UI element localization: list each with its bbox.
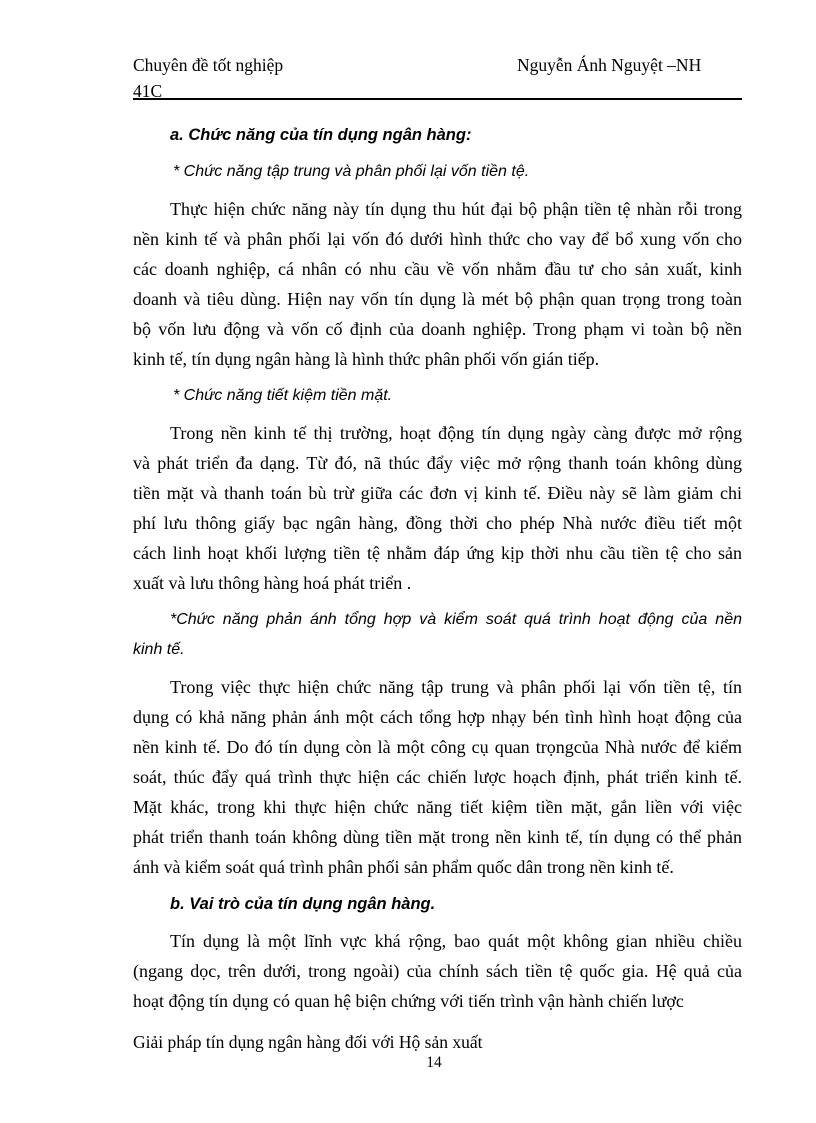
paragraph-line: ánh và kiểm soát quá trình phân phối sản phẩm quốc dân trong nền kinh tế. bbox=[133, 857, 674, 877]
paragraph-line: soát, thúc đẩy quá trình thực hiện các chiến lược hoạch định, phát triển kinh tế. bbox=[133, 767, 742, 787]
paragraph-line: kinh tế, tín dụng ngân hàng là hình thức phân phối vốn gián tiếp. bbox=[133, 349, 600, 369]
paragraph-line: phát triển thanh toán không dùng tiền mặt trong nền kinh tế, tín dụng có thể phản bbox=[133, 827, 742, 847]
paragraph-line: Tín dụng là một lĩnh vực khá rộng, bao quát một không gian nhiều chiều bbox=[170, 931, 742, 951]
paragraph-line: nền kinh tế. Do đó tín dụng còn là một công cụ quan trọngcủa Nhà nước để kiểm bbox=[133, 737, 742, 757]
paragraph-line: dụng có khả năng phản ánh một cách tổng hợp nhạy bén tình hình hoạt động của bbox=[133, 707, 742, 727]
header-left bbox=[133, 52, 283, 104]
subheading-3-cont: kinh tế. bbox=[133, 641, 185, 658]
paragraph-3 bbox=[133, 672, 742, 882]
paragraph-line: xuất và lưu thông hàng hoá phát triển . bbox=[133, 573, 412, 593]
header-class-code: 41C bbox=[133, 81, 163, 101]
paragraph-line: Thực hiện chức năng này tín dụng thu hút đại bộ phận tiền tệ nhàn rỗi trong bbox=[170, 199, 742, 219]
paragraph-line: Mặt khác, trong khi thực hiện chức năng tiết kiệm tiền mặt, gắn liền với việc bbox=[133, 797, 742, 817]
paragraph-line: Trong việc thực hiện chức năng tập trung và phân phối lại vốn tiền tệ, tín bbox=[170, 677, 742, 697]
page-number: 14 bbox=[426, 1054, 442, 1071]
header-divider bbox=[133, 98, 742, 100]
subheading-1: * Chức năng tập trung và phân phối lại vốn tiền tệ. bbox=[173, 163, 530, 180]
paragraph-line: (ngang dọc, trên dưới, trong ngoài) của chính sách tiền tệ quốc gia. Hệ quả của bbox=[133, 961, 742, 981]
paragraph-line: Trong nền kinh tế thị trường, hoạt động tín dụng ngày càng được mở rộng bbox=[170, 423, 742, 443]
paragraph-line: các doanh nghiệp, cá nhân có nhu cầu về vốn nhằm đầu tư cho sản xuất, kinh bbox=[133, 259, 742, 279]
header-author: Nguyễn Ánh Nguyệt –NH bbox=[517, 55, 702, 75]
paragraph-line: phí lưu thông giấy bạc ngân hàng, đồng thời cho phép Nhà nước điều tiết một bbox=[133, 513, 742, 533]
paragraph-line: nền kinh tế và phân phối lại vốn đó dưới hình thức cho vay để bổ xung vốn cho bbox=[133, 229, 742, 249]
paragraph-line: và phát triển đa dạng. Từ đó, nã thúc đẩy việc mở rộng thanh toán không dùng bbox=[133, 453, 742, 473]
footer-title: Giải pháp tín dụng ngân hàng đối với Hộ sản xuất bbox=[133, 1032, 483, 1052]
paragraph-line: tiền mặt và thanh toán bù trừ giữa các đơn vị kinh tế. Điều này sẽ làm giảm chi bbox=[133, 483, 742, 503]
header-course-title: Chuyên đề tốt nghiệp bbox=[133, 55, 284, 75]
heading-a: a. Chức năng của tín dụng ngân hàng: bbox=[170, 126, 472, 144]
document-body bbox=[133, 120, 742, 1016]
paragraph-line: bộ vốn lưu động và vốn cố định của doanh nghiệp. Trong phạm vi toàn bộ nền bbox=[133, 319, 742, 339]
paragraph-line: cách linh hoạt khối lượng tiền tệ nhằm đáp ứng kịp thời nhu cầu tiền tệ cho sản bbox=[133, 543, 742, 563]
paragraph-line: doanh và tiêu dùng. Hiện nay vốn tín dụng là mét bộ phận quan trọng trong toàn bbox=[133, 289, 742, 309]
paragraph-2 bbox=[133, 418, 742, 598]
subheading-2: * Chức năng tiết kiệm tiền mặt. bbox=[173, 387, 393, 404]
paragraph-4 bbox=[133, 926, 742, 1016]
heading-b: b. Vai trò của tín dụng ngân hàng. bbox=[170, 895, 436, 913]
paragraph-1 bbox=[133, 194, 742, 374]
paragraph-line: hoạt động tín dụng có quan hệ biện chứng với tiến trình vận hành chiến lược bbox=[133, 991, 684, 1011]
subheading-3: *Chức năng phản ánh tổng hợp và kiểm soát quá trình hoạt động của nền bbox=[170, 611, 742, 628]
